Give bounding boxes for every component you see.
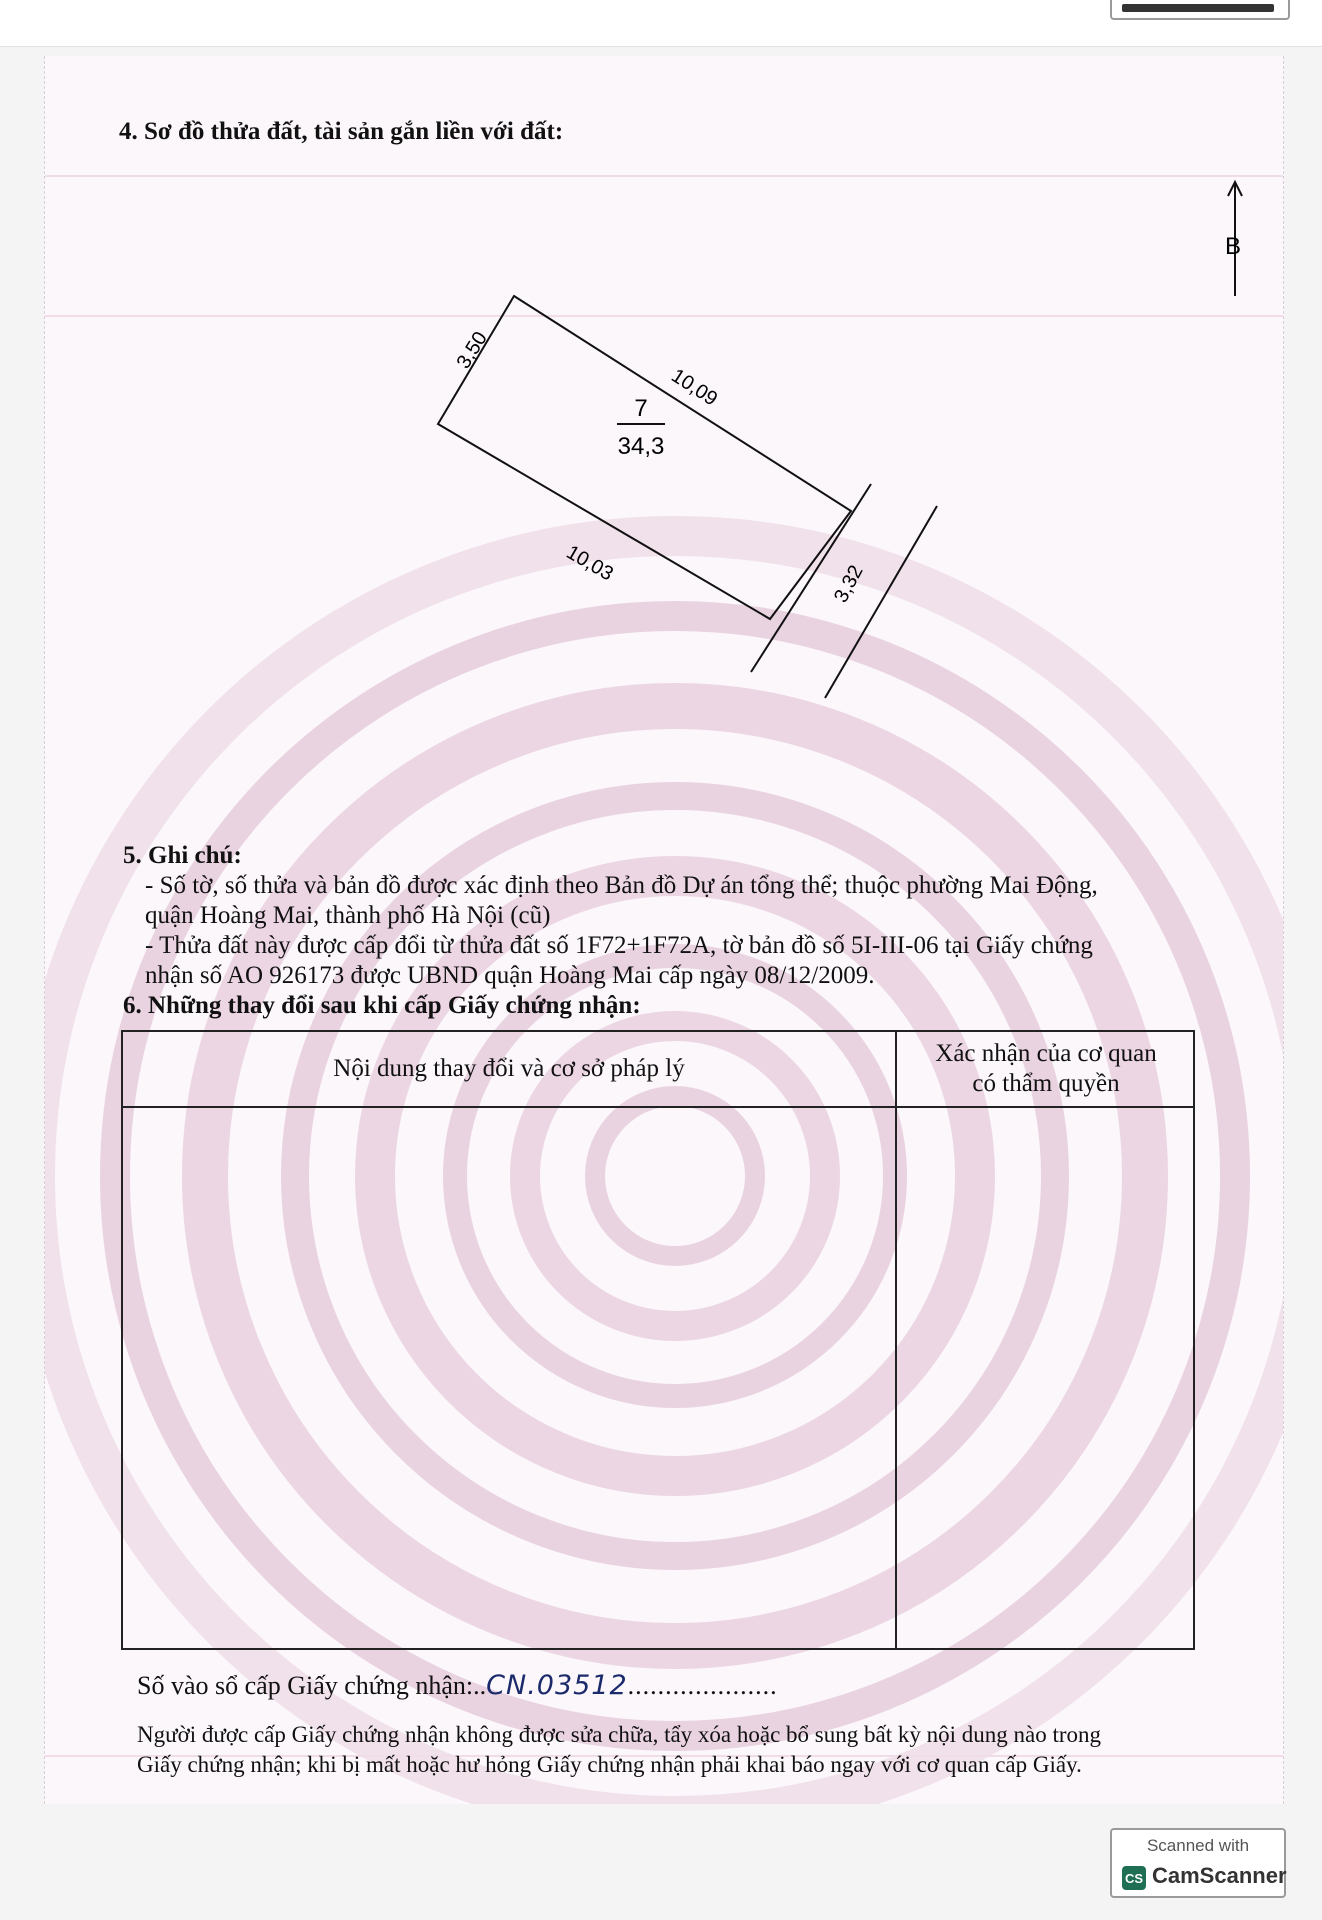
parcel-number: 7 (634, 395, 648, 422)
edge-label-bottom: 10,03 (562, 541, 617, 586)
north-label: B (1225, 233, 1242, 260)
note-line-2: quận Hoàng Mai, thành phố Hà Nội (cũ) (145, 902, 551, 929)
parcel-diagram (45, 56, 1283, 956)
parcel-area: 34,3 (617, 433, 665, 460)
registration-line (137, 1670, 778, 1701)
camscanner-brand: CamScanner (1152, 1863, 1287, 1888)
top-scanner-badge (1110, 0, 1290, 20)
top-strip (0, 0, 1322, 47)
edge-label-right: 3,32 (829, 561, 868, 607)
registration-dots: .................... (627, 1671, 778, 1700)
note-line-3: - Thửa đất này được cấp đổi từ thửa đất số 1F72+1F72A, tờ bản đồ số 5I-III-06 tại Giấy chứng (145, 932, 1093, 959)
column-header-confirmation (897, 1032, 1195, 1106)
section-4-heading: 4. Sơ đồ thửa đất, tài sản gắn liền với đất: (119, 118, 564, 145)
camscanner-badge (1110, 1828, 1286, 1898)
note-line-4: nhận số AO 926173 được UBND quận Hoàng Mai cấp ngày 08/12/2009. (145, 962, 875, 989)
note-line-1: - Số tờ, số thửa và bản đồ được xác định theo Bản đồ Dự án tổng thể; thuộc phường Mai Động, (145, 872, 1098, 899)
registration-number-handwritten: CN.03512 (486, 1670, 628, 1701)
column-header-confirmation-line-1: Xác nhận của cơ quan (935, 1040, 1157, 1067)
registration-label: Số vào sổ cấp Giấy chứng nhận:.. (137, 1671, 487, 1700)
section-5-heading: 5. Ghi chú: (123, 842, 242, 869)
column-divider (895, 1032, 897, 1648)
edge-label-top: 10,09 (667, 364, 722, 411)
warning-line-1: Người được cấp Giấy chứng nhận không được sửa chữa, tẩy xóa hoặc bổ sung bất kỳ nội dung nào trong (137, 1722, 1101, 1747)
section-6-heading: 6. Những thay đổi sau khi cấp Giấy chứng nhận: (123, 992, 641, 1019)
edge-label-left: 3,50 (452, 327, 492, 373)
camscanner-logo-icon: CS (1122, 1866, 1146, 1890)
column-header-changes: Nội dung thay đổi và cơ sở pháp lý (333, 1055, 685, 1082)
changes-table (121, 1030, 1195, 1650)
top-badge-text-block (1122, 4, 1274, 12)
certificate-page (44, 56, 1284, 1804)
column-header-confirmation-line-2: có thẩm quyền (972, 1070, 1120, 1097)
scanned-with-text: Scanned with (1146, 1836, 1250, 1855)
warning-line-2: Giấy chứng nhận; khi bị mất hoặc hư hỏng Giấy chứng nhận phải khai báo ngay với cơ quan cấp Giấy. (137, 1752, 1082, 1777)
